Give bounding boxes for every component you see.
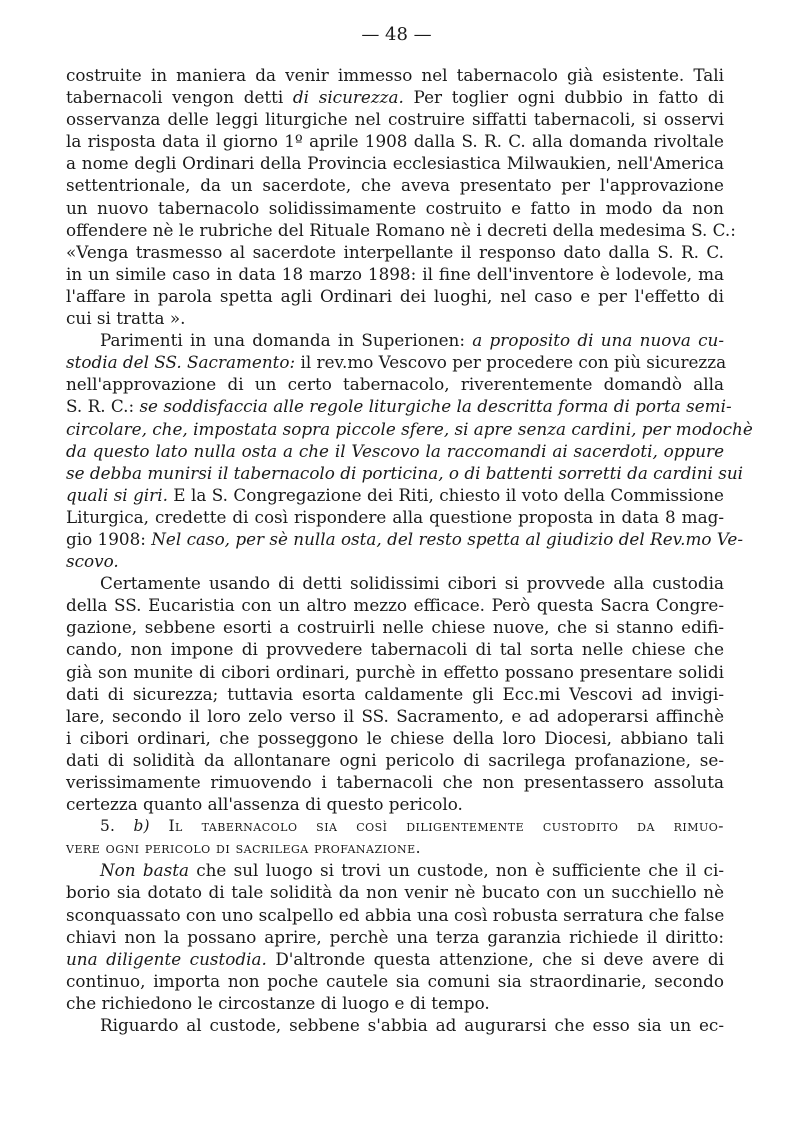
text-segment: Non basta <box>100 860 189 881</box>
text-segment: dati di sicurezza; tuttavia esorta caldamente gli Ecc.mi Vescovi ad invigi- <box>66 683 724 704</box>
text-segment: 5. <box>100 817 134 836</box>
text-segment: tabernacoli vengon detti <box>66 87 293 108</box>
text-line <box>66 638 724 660</box>
text-segment: E la S. Congregazione dei Riti, chiesto il voto della Commissione <box>167 484 724 505</box>
text-segment: borio sia dotato di tale solidità da non venir nè bucato con un succhiello nè <box>66 882 724 903</box>
text-line <box>66 926 724 948</box>
text-segment: chiavi non la possano aprire, perchè una terza garanzia richiede il diritto: <box>66 926 724 947</box>
text-segment: quali si giri. <box>66 484 168 505</box>
text-segment: certezza quanto all'assenza di questo pericolo. <box>66 794 463 815</box>
text-segment: sconquassato con uno scalpello ed abbia una così robusta serratura che false <box>66 904 725 925</box>
text-line <box>66 528 743 550</box>
text-line <box>66 749 724 771</box>
text-segment: la risposta data il giorno 1º aprile 1908 dalla S. R. C. alla domanda rivoltale <box>66 131 724 152</box>
text-line <box>66 550 724 572</box>
text-line <box>66 771 724 793</box>
text-line <box>66 484 724 506</box>
text-line <box>66 859 724 881</box>
text-line <box>66 219 736 241</box>
text-segment: della SS. Eucaristia con un altro mezzo efficace. Però questa Sacra Congre- <box>66 595 724 616</box>
text-line <box>66 594 724 616</box>
text-segment: una diligente custodia. <box>66 948 267 969</box>
text-segment: cui si tratta ». <box>66 308 186 329</box>
text-line <box>66 506 724 528</box>
text-segment: se soddisfaccia alle regole liturgiche la descritta forma di porta semi- <box>139 396 732 417</box>
text-line <box>66 440 724 462</box>
text-segment: continuo, importa non poche cautele sia comuni sia straordinarie, secondo <box>66 970 724 991</box>
text-line <box>66 992 724 1014</box>
text-segment: se debba munirsi il tabernacolo di porticina, o di battenti sorretti da cardini sui <box>66 462 743 483</box>
text-segment: a proposito di una nuova cu- <box>472 330 724 351</box>
text-segment: Riguardo al custode, sebbene s'abbia ad augurarsi che esso sia un ec- <box>100 1015 724 1036</box>
text-segment: D'altronde questa attenzione, che si deve avere di <box>266 948 725 969</box>
text-segment: offendere nè le rubriche del Rituale Romano nè i decreti della medesima S. C.: <box>66 219 736 240</box>
text-line <box>66 904 724 926</box>
text-segment: osservanza delle leggi liturgiche nel costruire siffatti tabernacoli, si osservi <box>66 109 724 130</box>
page-number: — 48 — <box>361 24 432 45</box>
text-segment: Per toglier ogni dubbio in fatto di <box>403 87 724 108</box>
text-line <box>66 815 724 837</box>
text-segment: che richiedono le circostanze di luogo e di tempo. <box>66 992 490 1013</box>
text-line <box>66 351 727 373</box>
text-line <box>66 373 724 395</box>
text-segment: Nel caso, per sè nulla osta, del resto spetta al giudizio del Rev.mo Ve- <box>151 528 743 549</box>
text-line <box>66 705 724 727</box>
text-line <box>66 108 724 130</box>
text-line <box>66 197 724 219</box>
text-line <box>66 152 724 174</box>
text-line <box>66 241 724 263</box>
text-segment: Certamente usando di detti solidissimi cibori si provvede alla custodia <box>100 573 724 594</box>
text-line <box>66 970 724 992</box>
text-segment: «Venga trasmesso al sacerdote interpellante il responso dato dalla S. R. C. <box>66 241 724 262</box>
text-segment: il rev.mo Vescovo per procedere con più sicurezza <box>295 352 727 373</box>
text-segment: Il tabernacolo sia così diligentemente custodito da rimuo- <box>149 817 724 836</box>
text-segment: gazione, sebbene esorti a costruirli nelle chiese nuove, che si stanno edifi- <box>66 617 724 638</box>
text-line <box>66 661 724 683</box>
text-segment: circolare, che, impostata sopra piccole sfere, si apre senza cardini, per modochè <box>66 418 753 439</box>
text-segment: Liturgica, credette di così rispondere alla questione proposta in data 8 mag- <box>66 506 724 527</box>
text-line <box>66 418 753 440</box>
text-segment: stodia del SS. Sacramento: <box>66 352 296 373</box>
text-line <box>66 1014 724 1036</box>
text-segment: di sicurezza. <box>292 87 404 108</box>
text-segment: gio 1908: <box>66 528 152 549</box>
text-line <box>66 174 724 196</box>
text-line <box>66 64 724 86</box>
text-segment: cando, non impone di provvedere tabernacoli di tal sorta nelle chiese che <box>66 639 724 660</box>
text-line <box>66 572 724 594</box>
text-line <box>66 395 732 417</box>
text-line <box>66 263 724 285</box>
text-segment: b) <box>133 817 150 836</box>
text-segment: che sul luogo si trovi un custode, non è sufficiente che il ci- <box>188 860 724 881</box>
text-line <box>66 727 724 749</box>
text-segment: costruite in maniera da venir immesso nel tabernacolo già esistente. Tali <box>66 65 724 85</box>
text-line <box>66 948 724 970</box>
text-segment: verissimamente rimuovendo i tabernacoli che non presentassero assoluta <box>66 772 724 792</box>
text-line <box>66 462 743 484</box>
text-segment: settentrionale, da un sacerdote, che aveva presentato per l'approvazione <box>66 175 724 196</box>
text-line <box>66 130 724 152</box>
text-segment: in un simile caso in data 18 marzo 1898: il fine dell'inventore è lodevole, ma <box>66 263 724 284</box>
text-segment: da questo lato nulla osta a che il Vescovo la raccomandi ai sacerdoti, oppure <box>66 440 724 461</box>
text-segment: scovo. <box>66 551 119 572</box>
text-line <box>66 837 724 859</box>
text-segment: l'affare in parola spetta agli Ordinari dei luoghi, nel caso e per l'effetto di <box>66 285 724 306</box>
text-line <box>66 86 724 108</box>
text-segment: S. R. C.: <box>66 396 140 417</box>
text-line <box>66 307 724 329</box>
text-segment: vere ogni pericolo di sacrilega profanazione. <box>66 839 422 858</box>
text-segment: a nome degli Ordinari della Provincia ecclesiastica Milwaukien, nell'America <box>66 153 724 174</box>
text-segment: un nuovo tabernacolo solidissimamente costruito e fatto in modo da non <box>66 197 724 218</box>
text-segment: Parimenti in una domanda in Superionen: <box>100 330 473 351</box>
text-line <box>66 285 724 307</box>
text-line <box>66 329 724 351</box>
text-segment: dati di solidità da allontanare ogni pericolo di sacrilega profanazione, se- <box>66 749 724 770</box>
text-segment: i cibori ordinari, che posseggono le chiese della loro Diocesi, abbiano tali <box>66 727 724 748</box>
text-line <box>66 616 724 638</box>
body-text <box>66 64 753 1036</box>
text-line <box>66 793 724 815</box>
text-segment: lare, secondo il loro zelo verso il SS. Sacramento, e ad adoperarsi affinchè <box>66 705 724 726</box>
text-segment: nell'approvazione di un certo tabernacolo, riverentemente domandò alla <box>66 374 724 395</box>
text-segment: già son munite di cibori ordinari, purchè in effetto possano presentare solidi <box>66 661 724 682</box>
text-line <box>66 683 724 705</box>
text-line <box>66 881 724 903</box>
